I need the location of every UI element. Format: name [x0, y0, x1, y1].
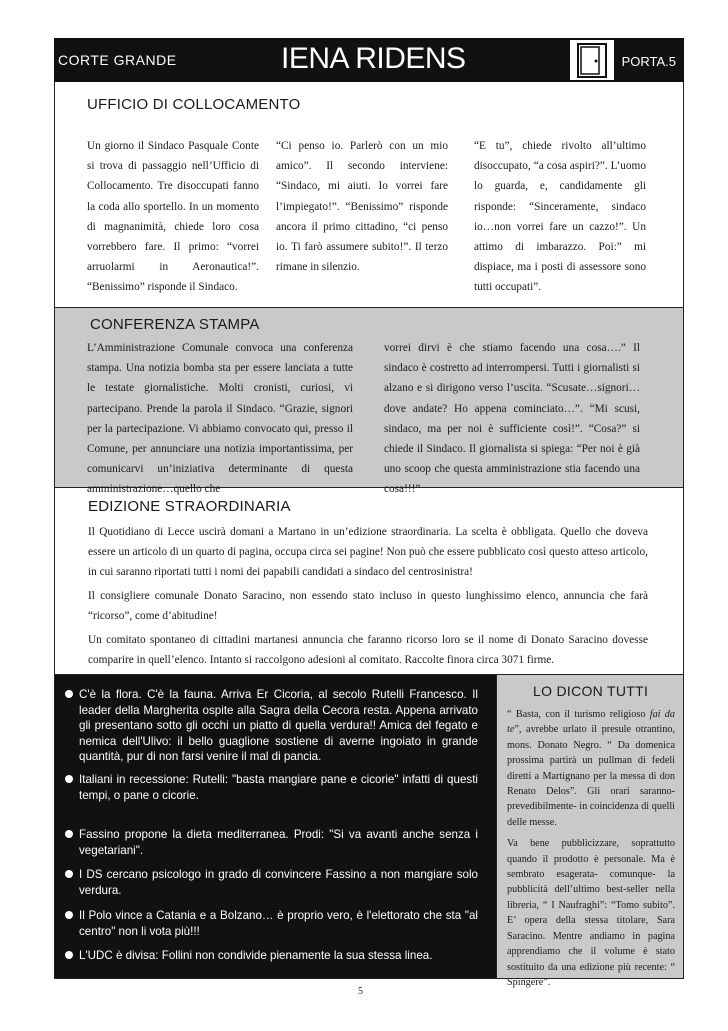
article-paragraph: Un comitato spontaneo di cittadini martanesi annuncia che faranno ricorso loro se il nome di Donato Saracino dovesse comparire in quell’elenco. Intanto si raccolgono adesioni al comitato. Raccolte finora circa 3071 firme. — [88, 634, 648, 667]
section-title-dicon-tutti: LO DICON TUTTI — [533, 683, 649, 699]
list-item: C'è la flora. C'è la fauna. Arriva Er Cicoria, al secolo Rutelli Francesco. Il leader della Margherita ospite alla Sagra della Cecora resta. Appena arrivato gli presentano sotto gli occhi un piatto di quella verdura!! Amica del fegato e nemica dell'Ulivo: il bello guaglione sostiene di averne ingoiato in grande quantità, pur di non farsi venire il mal di pancia. — [65, 687, 478, 765]
dicon-tutti-box — [496, 675, 683, 988]
section-title-ufficio: UFFICIO DI COLLOCAMENTO — [87, 96, 301, 113]
bullet-icon — [65, 690, 73, 698]
article-column-2: vorrei dirvi è che stiamo facendo una cosa….” Il sindaco è costretto ad interrompersi. Tutti i giornalisti si alzano e si dirigono verso l’uscita. “Scusate…signori…dove andate? Ho appena cominciato…”. “Mi scusi, sindaco, ma per noi è sufficiente così!”. “Cosa?” si chiede il Sindaco. Il giornalista si spiega: “Per noi è già uno scoop che questa amministrazione stia facendo una cosa!!!” — [384, 342, 640, 496]
door-number: PORTA.5 — [621, 54, 676, 69]
article-paragraph: “ Basta, con il turismo religioso fai da te”, avrebbe urlato il presule otrantino, mons. Donato Negro. “ Da domenica prossima partirà un pullman di fedeli diretti a Martignano per la messa di don Renato Delos”. Gli orari saranno-prevedibilmente- in coincidenza di quelli delle messe. — [507, 709, 675, 828]
article-paragraph: Il consigliere comunale Donato Saracino, non essendo stato incluso in questo lunghissimo elenco, annuncia che farà “ricorso”, come d’abitudine! — [88, 590, 648, 623]
list-item: Il Polo vince a Catania e a Bolzano… è proprio vero, è l'elettorato che sta "al centro" non li vota più!!! — [65, 908, 478, 939]
list-item: L'UDC è divisa: Follini non condivide pienamente la sua stessa linea. — [65, 948, 478, 964]
list-item: Italiani in recessione: Rutelli: "basta mangiare pane e cicorie" infatti di questi tempi, o pane o cicorie. — [65, 772, 478, 803]
article-column-3: “E tu”, chiede rivolto all’ultimo disoccupato, “a cosa aspiri?”. L’uomo lo guarda, e, candidamente gli risponde: “Sinceramente, sindaco io…non vorrei fare un cazzo!”. Un attimo di imbarazzo. Poi:” mi dispiace, ma i posti di assessore sono tutti occupati”. — [474, 140, 646, 294]
section-title-conferenza: CONFERENZA STAMPA — [90, 316, 260, 333]
list-item: I DS cercano psicologo in grado di convincere Fassino a non mangiare solo verdura. — [65, 867, 478, 898]
article-column-1: Un giorno il Sindaco Pasquale Conte si trova di passaggio nell’Ufficio di Collocamento. Tre disoccupati fanno la coda allo sportello. In un momento di magnanimità, chiede loro cosa vorrebbero fare. Il primo: “vorrei arruolarmi in Aeronautica!”. “Benissimo” risponde il Sindaco. — [87, 140, 259, 294]
section-label: CORTE GRANDE — [58, 52, 177, 68]
article-paragraph: Va bene pubblicizzare, soprattutto quando il prodotto è personale. Ma è sembrato esagerata- comunque- la pubblicità dell’ultimo best-seller nella libreria, “ I Naufraghi”: “Tomo subito”. E’ opera della stessa titolare, Sara Saracino. Mentre andiamo in pagina apprendiamo che il volume è stato sostituito da una edizione più recente: “ Spingere”. — [507, 838, 675, 988]
bullet-icon — [65, 951, 73, 959]
bullet-icon — [65, 911, 73, 919]
bullet-icon — [65, 830, 73, 838]
section-title-edizione: EDIZIONE STRAORDINARIA — [88, 498, 291, 515]
newspaper-title: IENA RIDENS — [281, 42, 466, 75]
sidebar-article — [507, 707, 675, 996]
masthead — [54, 38, 684, 82]
page-number: 5 — [358, 986, 363, 997]
article-paragraph: Il Quotidiano di Lecce uscirà domani a Martano in un’edizione straordinaria. La scelta è obbligata. Quello che doveva essere un articolo di un quarto di pagina, occupa circa sei pagine! Non può che essere pubblicato così questo atteso articolo, in cui saranno riportati tutti i nomi dei papabili candidati a sindaco del centrosinistra! — [88, 526, 648, 579]
bullet-icon — [65, 775, 73, 783]
news-bullets-box — [55, 675, 496, 978]
list-item: Fassino propone la dieta mediterranea. Prodi: "Si va avanti anche senza i vegetariani". — [65, 827, 478, 858]
door-icon — [570, 40, 614, 80]
bullet-icon — [65, 870, 73, 878]
article-column-2: “Ci penso io. Parlerò con un mio amico”. Il secondo interviene: “Sindaco, mi aiuti. Io vorrei fare l’impiegato!”. “Benissimo” risponde ancora il primo cittadino, “ci penso io. Ti farò assumere subito!”. Il terzo rimane in silenzio. — [276, 140, 448, 274]
article-column-1: L’Amministrazione Comunale convoca una conferenza stampa. Una notizia bomba sta per essere lanciata a tutte le testate giornalistiche. Molti cronisti, curiosi, vi partecipano. Prende la parola il Sindaco. “Grazie, signori per la partecipazione. Vi abbiamo convocato qui, presso il Comune, per annunciare una notizia importantissima, per comunicarvi un’iniziativa determinante di questa amministrazione…quello che — [87, 342, 353, 496]
